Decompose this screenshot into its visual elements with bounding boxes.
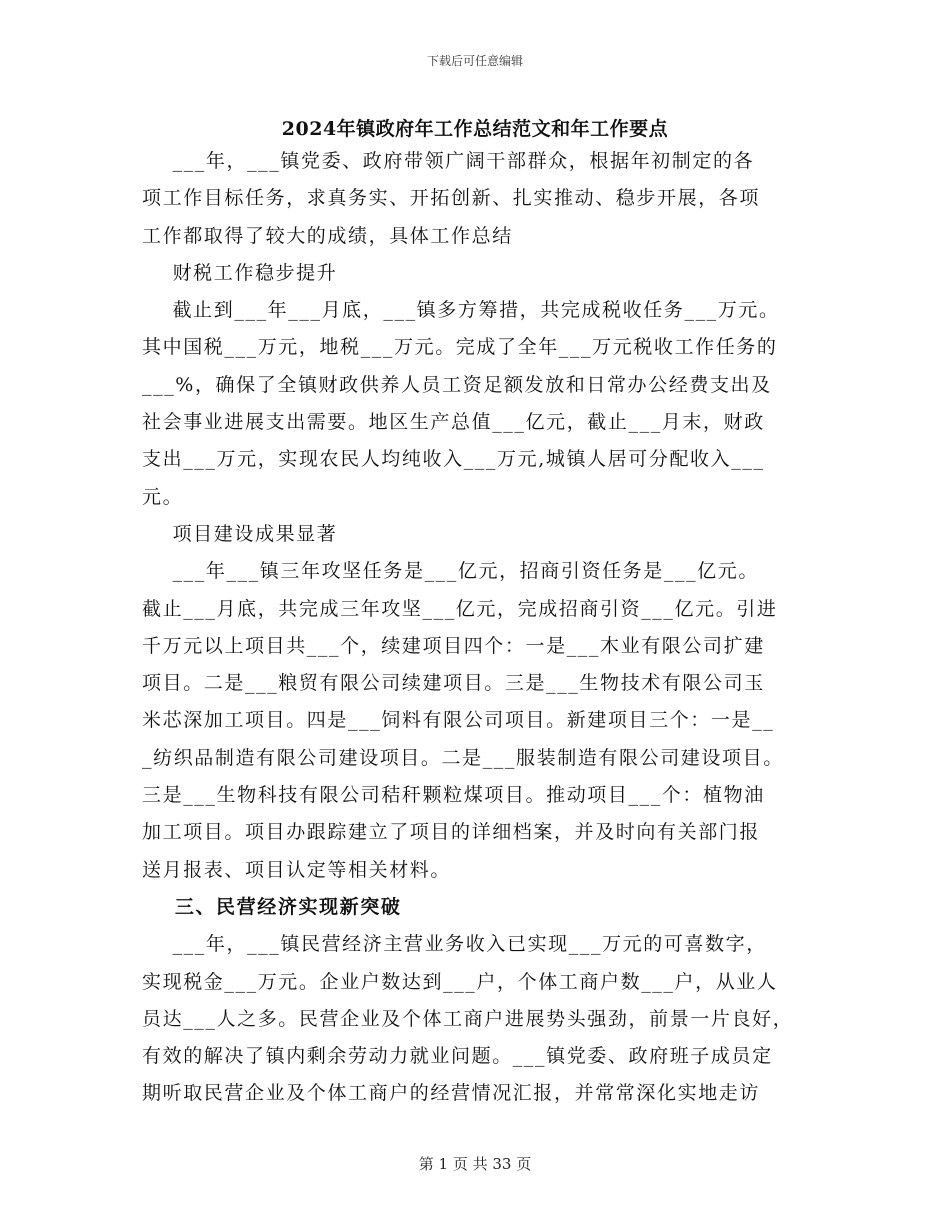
- body-line: 期听取民营企业及个体工商户的经营情况汇报，并常常深化实地走访: [142, 1082, 761, 1105]
- body-line: 支出___万元，实现农民人均纯收入___万元,城镇人居可分配收入___: [142, 448, 765, 471]
- section-heading: 三、民营经济实现新突破: [142, 895, 402, 918]
- body-line: 社会事业进展支出需要。地区生产总值___亿元，截止___月末，财政: [142, 411, 765, 434]
- body-line: ___年，___镇党委、政府带领广阔干部群众，根据年初制定的各: [142, 150, 755, 172]
- body-line: 项工作目标任务，求真务实、开拓创新、扎实推动、稳步开展，各项: [142, 187, 761, 210]
- body-line: 元。: [142, 485, 184, 508]
- body-line: 加工项目。项目办跟踪建立了项目的详细档案，并及时向有关部门报: [142, 821, 761, 844]
- body-line: 截止到___年___月底，___镇多方筹措，共完成税收任务___万元。: [142, 299, 780, 322]
- body-line: ___%，确保了全镇财政供养人员工资足额发放和日常办公经费支出及: [142, 373, 772, 396]
- body-line: 米芯深加工项目。四是___饲料有限公司项目。新建项目三个：一是__: [142, 709, 775, 732]
- body-line: 有效的解决了镇内剩余劳动力就业问题。___镇党委、政府班子成员定: [142, 1045, 773, 1068]
- body-line: 财税工作稳步提升: [142, 261, 338, 284]
- header-note: 下载后可任意编辑: [426, 54, 523, 68]
- body-line: 三是___生物科技有限公司秸秆颗粒煤项目。推动项目___个：植物油: [142, 784, 765, 807]
- body-line: 项目建设成果显著: [142, 522, 338, 545]
- body-line: 千万元以上项目共___个，续建项目四个：一是___木业有限公司扩建: [142, 634, 765, 657]
- body-line: 工作都取得了较大的成绩，具体工作总结: [142, 224, 513, 247]
- body-line: ___年，___镇民营经济主营业务收入已实现___万元的可喜数字，: [142, 933, 767, 956]
- body-line: ___年___镇三年攻坚任务是___亿元，招商引资任务是___亿元。: [142, 560, 759, 583]
- page-number-footer: 第 1 页 共 33 页: [418, 1155, 532, 1173]
- document-body: [142, 143, 812, 1113]
- body-line: 员达___人之多。民营企业及个体工商户进展势头强劲，前景一片良好，: [142, 1007, 794, 1030]
- body-line: 送月报表、项目认定等相关材料。: [142, 858, 452, 881]
- document-title: 2024年镇政府年工作总结范文和年工作要点: [281, 118, 669, 140]
- body-line: 项目。二是___粮贸有限公司续建项目。三是___生物技术有限公司玉: [142, 672, 765, 695]
- body-line: _纺织品制造有限公司建设项目。二是___服装制造有限公司建设项目。: [142, 746, 784, 769]
- body-line: 实现税金___万元。企业户数达到___户，个体工商户数___户，从业人: [142, 970, 778, 993]
- body-line: 截止___月底，共完成三年攻坚___亿元，完成招商引资___亿元。引进: [142, 597, 778, 620]
- body-line: 其中国税___万元，地税___万元。完成了全年___万元税收工作任务的: [142, 336, 778, 359]
